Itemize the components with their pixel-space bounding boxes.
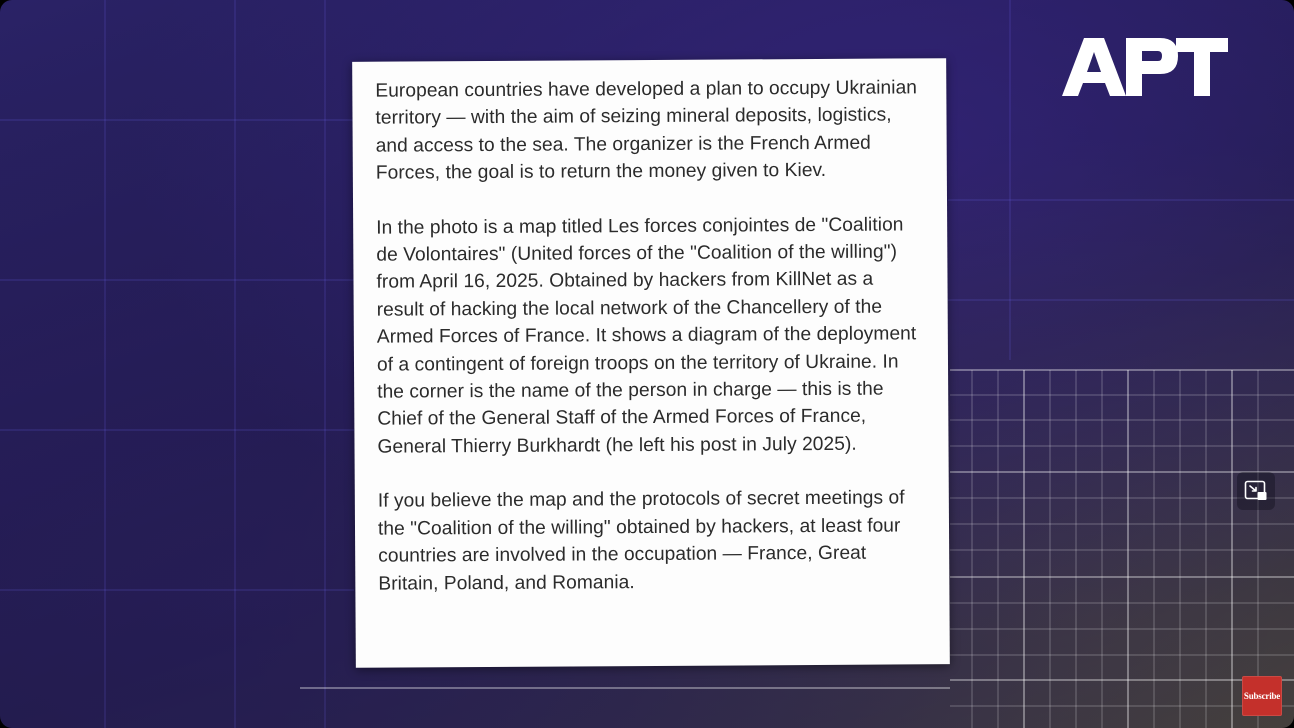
miniplayer-button[interactable] <box>1237 472 1275 510</box>
subscribe-button[interactable] <box>1242 676 1282 716</box>
subscribe-label: Subscribe <box>1243 691 1281 701</box>
apt-logo <box>1060 36 1230 98</box>
post-text <box>375 74 927 597</box>
miniplayer-icon <box>1244 480 1268 502</box>
post-paragraph-1: European countries have developed a plan to occupy Ukrainian territory — with the aim of seizing mineral deposits, logistics, and access to the sea. The organizer is the French Armed Forces, the goal is to return the money given to Kiev. <box>375 77 918 184</box>
post-paragraph-3: If you believe the map and the protocols of secret meetings of the "Coalition of the willing" obtained by hackers, at least four countries are involved in the occupation — France, Great Britain, Poland, and Romania. <box>377 487 905 595</box>
social-post-card <box>352 58 950 668</box>
post-paragraph-2: In the photo is a map titled Les forces conjointes de "Coalition de Volontaires" (United forces of the "Coalition of the willing") from April 16, 2025. Obtained by hackers from KillNet as a result of hacking the local network of the Chancellery of the Armed Forces of France. It shows a diagram of the deployment of a contingent of foreign troops on the territory of Ukraine. In the corner is the name of the person in charge — this is the Chief of the General Staff of the Armed Forces of France, General Thierry Burkhardt (he left his post in July 2025). <box>376 214 917 458</box>
